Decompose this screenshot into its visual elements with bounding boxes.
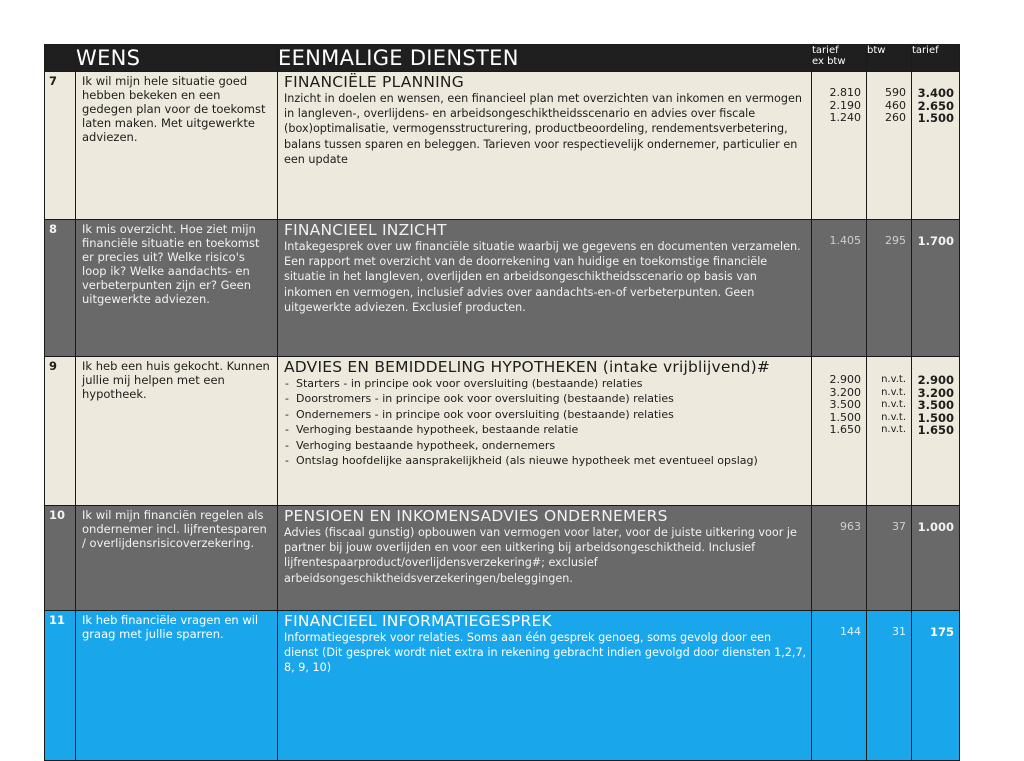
list-item: - Verhoging bestaande hypotheek, ondernemers <box>284 438 807 453</box>
list-item: - Ondernemers - in principe ook voor oversluiting (bestaande) relaties <box>284 407 807 422</box>
rate-inc-vat-cell <box>912 72 960 220</box>
rate-ex-vat: 963 <box>840 520 861 533</box>
wish-text: Ik mis overzicht. Hoe ziet mijn financiële situatie en toekomst er precies uit? Welke risico's loop ik? Welke aandachts- en verbeterpunten zijn er? Geen uitgewerkte adviezen. <box>76 220 278 357</box>
wish-text: Ik wil mijn financiën regelen als ondernemer incl. lijfrentesparen / overlijdensrisicoverzekering. <box>76 506 278 611</box>
vat-amount: n.v.t. <box>881 374 906 385</box>
header-vat: btw <box>867 45 912 72</box>
row-number: 8 <box>45 220 76 357</box>
vat-cell <box>867 220 912 357</box>
rate-ex-vat: 1.240 <box>829 111 861 125</box>
vat-amount: 295 <box>885 234 906 247</box>
table-row <box>45 357 960 506</box>
rate-inc-vat: 2.650 <box>917 98 954 113</box>
table-row <box>45 611 960 761</box>
rate-ex-vat: 1.500 <box>829 410 861 424</box>
vat-cell <box>867 72 912 220</box>
list-item: - Doorstromers - in principe ook voor oversluiting (bestaande) relaties <box>284 391 807 406</box>
rate-ex-vat: 3.500 <box>829 398 861 412</box>
rate-inc-vat: 3.500 <box>917 398 954 413</box>
service-description: Intakegesprek over uw financiële situatie waarbij we gegevens en documenten verzamelen. Een rapport met overzicht van de doorrekening van huidige en toekomstige financiële situatie in het langleven, overlijden en arbeidsongeschiktheidsscenario op basis van inkomen en vermogen, inclusief advies over aandachts-en-of verbeterpunten. Geen uitgewerkte adviezen. Exclusief producten. <box>284 240 801 314</box>
vat-amount: n.v.t. <box>881 411 906 423</box>
rate-inc-vat: 1.500 <box>917 111 954 126</box>
rate-ex-vat: 2.810 <box>829 86 861 99</box>
service-title: FINANCIEEL INZICHT <box>284 221 447 239</box>
rate-ex-vat-cell <box>812 506 867 611</box>
rate-inc-vat: 3.200 <box>917 385 954 400</box>
vat-cell <box>867 357 912 506</box>
service-description: Inzicht in doelen en wensen, een financieel plan met overzichten van inkomen en vermogen in langleven-, overlijdens- en arbeidsongeschiktheidsscenario en advies over fiscale (box)optimalisatie, vermogensstructurering, productbeoordeling, rendementsverbetering, balans tussen sparen en beleggen. Tarieven voor respectievelijk ondernemer, particulier en een update <box>284 92 802 166</box>
list-item: - Starters - in principe ook voor oversluiting (bestaande) relaties <box>284 376 807 391</box>
rate-ex-vat-cell <box>812 357 867 506</box>
table-row <box>45 220 960 357</box>
rate-inc-vat: 1.000 <box>917 520 954 534</box>
row-number: 9 <box>45 357 76 506</box>
rate-inc-vat: 1.500 <box>917 410 954 425</box>
rate-inc-vat-cell <box>912 357 960 506</box>
service-cell <box>278 611 812 761</box>
table-header-row <box>45 45 960 72</box>
table-row <box>45 506 960 611</box>
rate-inc-vat: 3.400 <box>917 86 954 100</box>
rate-inc-vat: 2.900 <box>917 373 954 387</box>
rate-inc-vat: 1.700 <box>917 234 954 248</box>
service-cell <box>278 357 812 506</box>
service-title: FINANCIËLE PLANNING <box>284 73 464 91</box>
header-services: EENMALIGE DIENSTEN <box>278 45 812 72</box>
list-item: - Ontslag hoofdelijke aansprakelijkheid (als nieuwe hypotheek met eventueel opslag) <box>284 453 807 468</box>
rate-ex-vat: 2.900 <box>829 373 861 386</box>
rate-ex-vat: 1.650 <box>829 423 861 437</box>
row-number: 11 <box>45 611 76 761</box>
vat-cell <box>867 611 912 761</box>
rate-ex-vat: 144 <box>840 625 861 638</box>
list-item: - Verhoging bestaande hypotheek, bestaande relatie <box>284 422 807 437</box>
wish-text: Ik wil mijn hele situatie goed hebben bekeken en een gedegen plan voor de toekomst laten maken. Met uitgewerkte adviezen. <box>76 72 278 220</box>
service-cell <box>278 506 812 611</box>
service-title: PENSIOEN EN INKOMENSADVIES ONDERNEMERS <box>284 507 668 525</box>
service-list <box>284 376 807 468</box>
rate-ex-vat-cell <box>812 72 867 220</box>
vat-amount: 460 <box>885 98 906 112</box>
vat-amount: 590 <box>885 86 906 99</box>
rate-inc-vat-cell <box>912 220 960 357</box>
rate-ex-vat-cell <box>812 220 867 357</box>
rate-inc-vat-cell <box>912 611 960 761</box>
service-description: Informatiegesprek voor relaties. Soms aan één gesprek genoeg, soms gevolg door een dienst (Dit gesprek wordt niet extra in rekening gebracht indien gevolgd door diensten 1,2,7, 8, 9, 10) <box>284 631 807 675</box>
rate-inc-vat-cell <box>912 506 960 611</box>
row-number: 10 <box>45 506 76 611</box>
rate-ex-vat-cell <box>812 611 867 761</box>
wish-text: Ik heb financiële vragen en wil graag met jullie sparren. <box>76 611 278 761</box>
rate-ex-vat: 3.200 <box>829 385 861 399</box>
table-row <box>45 72 960 220</box>
row-number: 7 <box>45 72 76 220</box>
vat-amount: 260 <box>885 111 906 125</box>
service-description: Advies (fiscaal gunstig) opbouwen van vermogen voor later, voor de juiste uitkering voor je partner bij jouw overlijden en voor een uitkering bij arbeidsongeschiktheid. Inclusief lijfrentespaarproduct/overlijdensverzekering#; exclusief arbeidsongeschiktheidsverzekeringen/beleggingen. <box>284 526 797 585</box>
vat-amount: 37 <box>892 520 906 533</box>
header-wish: WENS <box>76 45 278 72</box>
vat-amount: n.v.t. <box>881 386 906 398</box>
services-table <box>44 44 960 761</box>
rate-ex-vat: 1.405 <box>829 234 861 247</box>
service-cell <box>278 220 812 357</box>
rate-ex-vat: 2.190 <box>829 98 861 112</box>
rate-inc-vat: 1.650 <box>917 423 954 438</box>
header-rate-ex-vat: tarief ex btw <box>812 45 867 72</box>
vat-amount: n.v.t. <box>881 399 906 411</box>
header-rate-inc-vat: tarief <box>912 45 960 72</box>
vat-amount: 31 <box>892 625 906 638</box>
header-number-cell <box>45 45 76 72</box>
service-cell <box>278 72 812 220</box>
wish-text: Ik heb een huis gekocht. Kunnen jullie mij helpen met een hypotheek. <box>76 357 278 506</box>
service-title: FINANCIEEL INFORMATIEGESPREK <box>284 612 552 630</box>
rate-inc-vat: 175 <box>929 625 954 639</box>
service-title: ADVIES EN BEMIDDELING HYPOTHEKEN (intake vrijblijvend)# <box>284 358 771 376</box>
vat-cell <box>867 506 912 611</box>
vat-amount: n.v.t. <box>881 424 906 436</box>
